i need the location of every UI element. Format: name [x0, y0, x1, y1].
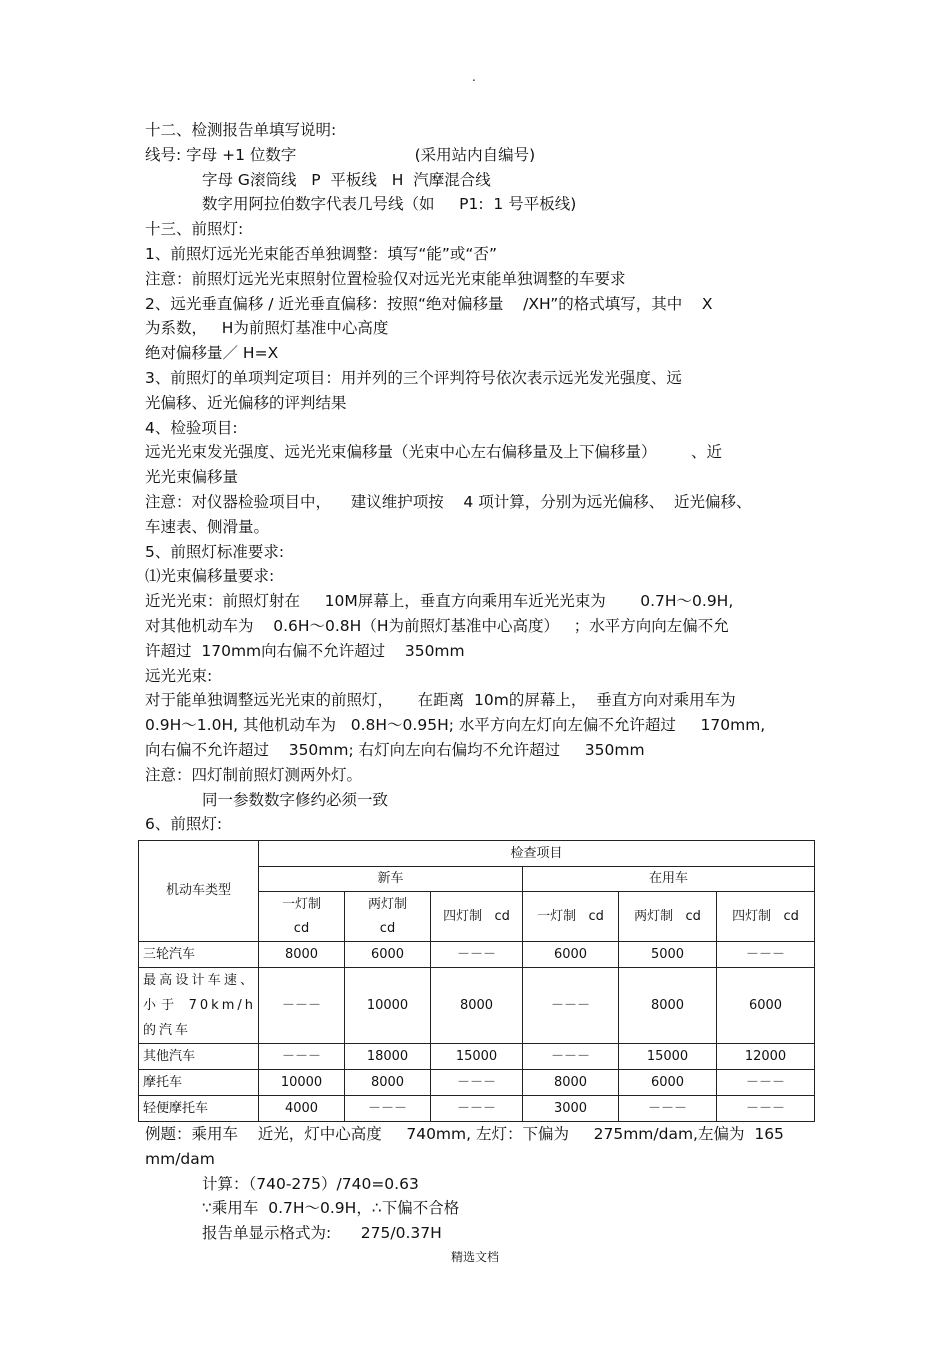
value-cell: 8000: [259, 942, 345, 968]
value-cell: －－－: [259, 1044, 345, 1070]
text-line: 报告单显示格式为: 275/0.37H: [202, 1224, 442, 1243]
value-cell: 3000: [523, 1096, 619, 1122]
used-two-lamp-header: 两灯制 cd: [619, 892, 717, 942]
text-line: 远光光束:: [145, 666, 213, 685]
text-line: 注意：四灯制前照灯测两外灯。: [145, 765, 363, 784]
text-line: 十三、前照灯:: [145, 220, 244, 239]
value-cell: 18000: [345, 1044, 431, 1070]
value-cell: 15000: [431, 1044, 523, 1070]
text-line: 对其他机动车为 0.6H～0.8H（H为前照灯基准中心高度） ；水平方向向左偏不允: [145, 616, 729, 635]
headlight-standard-table: [138, 840, 815, 1122]
text-line: mm/dam: [145, 1149, 215, 1168]
value-cell: －－－: [717, 1070, 815, 1096]
text-line: 2、远光垂直偏移 / 近光垂直偏移：按照“绝对偏移量 /XH”的格式填写，其中 X: [145, 294, 713, 313]
text-line: 注意：前照灯远光光束照射位置检验仅对远光光束能单独调整的车要求: [145, 269, 626, 288]
text-line: 注意：对仪器检验项目中， 建议维护项按 4 项计算，分别为远光偏移、 近光偏移、: [145, 492, 752, 511]
text-line: 许超过 170mm向右偏不允许超过 350mm: [145, 641, 465, 660]
value-cell: 4000: [259, 1096, 345, 1122]
value-cell: 8000: [619, 968, 717, 1044]
text-line: 6、前照灯:: [145, 815, 223, 834]
value-cell: －－－: [431, 1070, 523, 1096]
value-cell: 6000: [345, 942, 431, 968]
used-car-header: 在用车: [523, 867, 815, 892]
new-car-header: 新车: [259, 867, 523, 892]
vehicle-type-header: 机动车类型: [139, 841, 259, 942]
value-cell: 6000: [717, 968, 815, 1044]
value-cell: 6000: [523, 942, 619, 968]
text-line: 计算：（740-275）/740=0.63: [202, 1174, 419, 1193]
vehicle-type-cell: 最高设计车速、小于 70km/h 的汽车: [139, 968, 259, 1044]
new-four-lamp-header: 四灯制 cd: [431, 892, 523, 942]
value-cell: －－－: [523, 1044, 619, 1070]
text-line: 例题：乘用车 近光，灯中心高度 740mm, 左灯：下偏为 275mm/dam,左偏为 165: [145, 1125, 784, 1143]
text-line: 1、前照灯远光光束能否单独调整：填写“能”或“否”: [145, 244, 497, 263]
vehicle-type-cell: 三轮汽车: [139, 942, 259, 968]
table-row: [139, 1096, 815, 1122]
text-line: 绝对偏移量／ H=X: [145, 344, 279, 363]
header-mark: .: [472, 70, 476, 84]
text-line: 字母 G滚筒线 P 平板线 H 汽摩混合线: [202, 170, 491, 189]
page-footer: 精选文档: [450, 1250, 499, 1264]
value-cell: －－－: [345, 1096, 431, 1122]
text-line: ⑴光束偏移量要求:: [145, 567, 275, 586]
text-line: 向右偏不允许超过 350mm; 右灯向左向右偏均不允许超过 350mm: [145, 740, 645, 759]
value-cell: －－－: [619, 1096, 717, 1122]
new-two-lamp-header: 两灯制 cd: [345, 892, 431, 942]
value-cell: －－－: [431, 1096, 523, 1122]
value-cell: 8000: [523, 1070, 619, 1096]
vehicle-type-cell: 轻便摩托车: [139, 1096, 259, 1122]
value-cell: －－－: [431, 942, 523, 968]
text-line: 远光光束发光强度、远光光束偏移量（光束中心左右偏移量及上下偏移量） 、近: [145, 443, 722, 462]
text-line: 0.9H～1.0H, 其他机动车为 0.8H～0.95H; 水平方向左灯向左偏不允许超过 170mm,: [145, 716, 766, 735]
table-row: [139, 1070, 815, 1096]
value-cell: 8000: [345, 1070, 431, 1096]
inspection-items-header: 检查项目: [259, 841, 815, 867]
used-one-lamp-header: 一灯制 cd: [523, 892, 619, 942]
value-cell: 12000: [717, 1044, 815, 1070]
value-cell: －－－: [717, 1096, 815, 1122]
new-one-lamp-header: 一灯制 cd: [259, 892, 345, 942]
text-line: 近光光束：前照灯射在 10M屏幕上，垂直方向乘用车近光光束为 0.7H～0.9H,: [145, 592, 734, 611]
text-line: 对于能单独调整远光光束的前照灯， 在距离 10m的屏幕上， 垂直方向对乘用车为: [145, 691, 736, 710]
table-row: [139, 942, 815, 968]
text-line: ∵乘用车 0.7H～0.9H，∴下偏不合格: [202, 1199, 460, 1218]
text-line: 光偏移、近光偏移的评判结果: [145, 393, 347, 412]
value-cell: 15000: [619, 1044, 717, 1070]
vehicle-type-cell: 其他汽车: [139, 1044, 259, 1070]
value-cell: 10000: [345, 968, 431, 1044]
text-line: 为系数， H为前照灯基准中心高度: [145, 319, 389, 338]
text-line: 线号: 字母 +1 位数字 (采用站内自编号): [145, 145, 536, 164]
value-cell: 8000: [431, 968, 523, 1044]
value-cell: －－－: [259, 968, 345, 1044]
text-line: 数字用阿拉伯数字代表几号线（如 P1: 1 号平板线): [202, 195, 577, 214]
table-row: [139, 968, 815, 1044]
text-line: 光光束偏移量: [145, 468, 239, 487]
value-cell: 10000: [259, 1070, 345, 1096]
vehicle-type-cell: 摩托车: [139, 1070, 259, 1096]
text-line: 同一参数数字修约必须一致: [202, 790, 389, 809]
value-cell: 6000: [619, 1070, 717, 1096]
value-cell: －－－: [523, 968, 619, 1044]
used-four-lamp-header: 四灯制 cd: [717, 892, 815, 942]
document-body: [145, 118, 835, 837]
text-line: 3、前照灯的单项判定项目：用并列的三个评判符号依次表示远光发光强度、远: [145, 368, 682, 387]
text-line: 十二、检测报告单填写说明:: [145, 121, 337, 139]
value-cell: 5000: [619, 942, 717, 968]
text-line: 4、检验项目:: [145, 418, 238, 437]
text-line: 车速表、侧滑量。: [145, 517, 270, 536]
text-line: 5、前照灯标准要求:: [145, 542, 285, 561]
table-row: [139, 1044, 815, 1070]
value-cell: －－－: [717, 942, 815, 968]
example-section: [145, 1122, 845, 1246]
